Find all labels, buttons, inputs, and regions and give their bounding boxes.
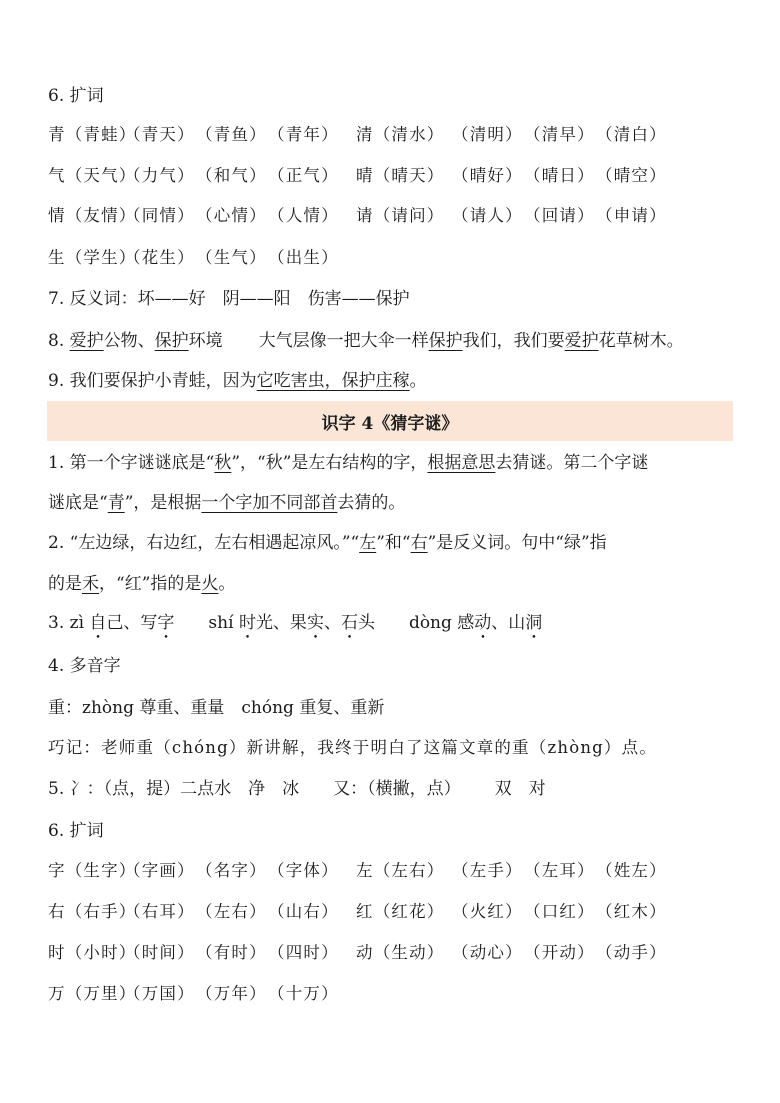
text: 感 — [457, 613, 475, 633]
text: 9. 我们要保护小青蛙，因为 — [48, 371, 257, 391]
word-group: 青（青蛙） — [48, 125, 137, 144]
text: 谜底是“ — [48, 493, 108, 513]
word-group: （花生） — [124, 248, 195, 267]
text: 8. — [48, 331, 70, 351]
text: 双 对 — [494, 779, 546, 799]
text: 光、果 — [255, 613, 307, 633]
riddle-1-line-1 — [48, 452, 740, 474]
word-group: （申请） — [596, 206, 667, 225]
riddle-2-line-2 — [48, 573, 740, 595]
word-group: 字（生字） — [48, 861, 137, 880]
riddle-2-line-1 — [48, 532, 740, 554]
section-heading-expand-words: 6. 扩词 — [48, 86, 104, 106]
underlined-phrase: 它吃害虫，保护庄稼 — [256, 371, 410, 391]
lesson-title: 识字 4《猜字谜》 — [321, 413, 459, 434]
word-group: （出生） — [268, 248, 339, 267]
word-group: （右耳） — [124, 902, 195, 921]
pinyin: shí — [208, 613, 239, 633]
word-group: （回请） — [524, 206, 595, 225]
underlined-word: 秋 — [214, 453, 232, 473]
text: ”是反义词。句中“绿”指 — [427, 533, 607, 553]
word-group: （名字） — [196, 861, 267, 880]
word-group: （字画） — [124, 861, 195, 880]
text: 花草树木。 — [598, 331, 684, 351]
word-group: （十万） — [268, 984, 339, 1003]
word-group: （万年） — [196, 984, 267, 1003]
dotted-char: 石 — [340, 613, 358, 633]
dotted-char: 字 — [157, 613, 175, 633]
text: 、山 — [491, 613, 526, 633]
text: ”，“秋”是左右结构的字， — [231, 453, 428, 473]
word-group: （左耳） — [524, 861, 595, 880]
underlined-word: 左 — [359, 533, 377, 553]
word-group: （动手） — [596, 943, 667, 962]
text: 去猜的。 — [337, 493, 406, 513]
expand-words-row — [48, 983, 740, 1005]
word-group: （动心） — [452, 943, 523, 962]
antonyms-line: 7. 反义词：坏——好 阴——阳 伤害——保护 — [48, 289, 410, 309]
word-group: （青鱼） — [196, 125, 267, 144]
word-group: （清早） — [524, 125, 595, 144]
sentence-8 — [48, 330, 740, 352]
expand-words-row — [48, 205, 740, 227]
word-group: 生（学生） — [48, 248, 137, 267]
text: 2. “左边绿，右边红，左右相遇起凉风。”“ — [48, 533, 360, 553]
dotted-char: 实 — [306, 613, 324, 633]
expand-words-row — [48, 942, 740, 964]
word-group: （生气） — [196, 248, 267, 267]
underlined-word: 右 — [410, 533, 428, 553]
underlined-word: 青 — [107, 493, 125, 513]
text: 环境 — [188, 331, 223, 351]
word-group: （左右） — [196, 902, 267, 921]
word-group: （人情） — [268, 206, 339, 225]
expand-words-row — [48, 124, 740, 146]
text: 。 — [409, 371, 427, 391]
word-group: （清明） — [452, 125, 523, 144]
text: 头 — [357, 613, 375, 633]
expand-words-row — [48, 247, 740, 269]
text: 1. 第一个字谜谜底是“ — [48, 453, 215, 473]
pinyin: 3. zì — [48, 613, 90, 633]
dotted-char: 自 — [89, 613, 107, 633]
text: ，“红”指的是 — [99, 574, 202, 594]
word-group: （开动） — [524, 943, 595, 962]
polyphone-heading: 4. 多音字 — [48, 656, 121, 676]
word-group: 请（请问） — [356, 206, 445, 225]
expand-words-row — [48, 901, 740, 923]
text: 大气层像一把大伞一样 — [258, 331, 429, 351]
word-group: （火红） — [452, 902, 523, 921]
lesson-title-banner — [47, 401, 733, 441]
word-group: 动（生动） — [356, 943, 445, 962]
word-group: 时（小时） — [48, 943, 137, 962]
expand-words-row — [48, 860, 740, 882]
word-group: （青天） — [124, 125, 195, 144]
word-group: 红（红花） — [356, 902, 445, 921]
text: 、 — [323, 613, 341, 633]
word-group: 晴（晴天） — [356, 166, 445, 185]
word-group: （姓左） — [596, 861, 667, 880]
text: 的是 — [48, 574, 82, 594]
word-group: （字体） — [268, 861, 339, 880]
text: 我们，我们要 — [462, 331, 565, 351]
text: ”，是根据 — [124, 493, 202, 513]
polyphone-line: 重：zhòng 尊重、重量 chóng 重复、重新 — [48, 698, 385, 718]
word-group: （四时） — [268, 943, 339, 962]
word-group: （同情） — [124, 206, 195, 225]
text: 又：（横撇，点） — [333, 779, 461, 799]
expand-words-row — [48, 165, 740, 187]
word-group: 清（清水） — [356, 125, 445, 144]
radicals-line — [48, 778, 740, 800]
word-group: （青年） — [268, 125, 339, 144]
underlined-word: 爱护 — [564, 331, 599, 351]
word-group: 右（右手） — [48, 902, 137, 921]
word-group: （有时） — [196, 943, 267, 962]
section-heading-expand-words: 6. 扩词 — [48, 821, 104, 841]
dotted-char: 时 — [238, 613, 256, 633]
word-group: （清白） — [596, 125, 667, 144]
underlined-phrase: 一个字加不同部首 — [201, 493, 338, 513]
sentence-9 — [48, 370, 740, 392]
word-group: 情（友情） — [48, 206, 137, 225]
underlined-word: 保护 — [428, 331, 463, 351]
word-group: 万（万里） — [48, 984, 137, 1003]
word-group: （山右） — [268, 902, 339, 921]
underlined-phrase: 根据意思 — [427, 453, 496, 473]
word-group: （时间） — [124, 943, 195, 962]
underlined-word: 保护 — [154, 331, 189, 351]
memory-tip: 巧记：老师重（chóng）新讲解，我终于明白了这篇文章的重（zhòng）点。 — [48, 738, 658, 757]
word-group: （口红） — [524, 902, 595, 921]
word-group: （万国） — [124, 984, 195, 1003]
text: 己、写 — [106, 613, 158, 633]
text: 去猜谜。第二个字谜 — [495, 453, 649, 473]
text: ”和“ — [376, 533, 411, 553]
dotted-char: 动 — [474, 613, 492, 633]
word-group: （和气） — [196, 166, 267, 185]
pinyin-line — [48, 612, 740, 643]
pinyin: dòng — [408, 613, 458, 633]
word-group: （力气） — [124, 166, 195, 185]
word-group: （晴好） — [452, 166, 523, 185]
underlined-word: 禾 — [82, 574, 99, 594]
word-group: （正气） — [268, 166, 339, 185]
word-group: （晴空） — [596, 166, 667, 185]
text: 。 — [218, 574, 236, 594]
word-group: （请人） — [452, 206, 523, 225]
underlined-word: 火 — [201, 574, 219, 594]
word-group: （晴日） — [524, 166, 595, 185]
word-group: （心情） — [196, 206, 267, 225]
text: 5. 冫：（点，提）二点水 净 冰 — [48, 779, 300, 799]
word-group: （红木） — [596, 902, 667, 921]
word-group: （左手） — [452, 861, 523, 880]
riddle-1-line-2 — [48, 492, 740, 514]
word-group: 气（天气） — [48, 166, 137, 185]
word-group: 左（左右） — [356, 861, 445, 880]
dotted-char: 洞 — [525, 613, 543, 633]
underlined-word: 爱护 — [69, 331, 104, 351]
text: 公物、 — [103, 331, 155, 351]
